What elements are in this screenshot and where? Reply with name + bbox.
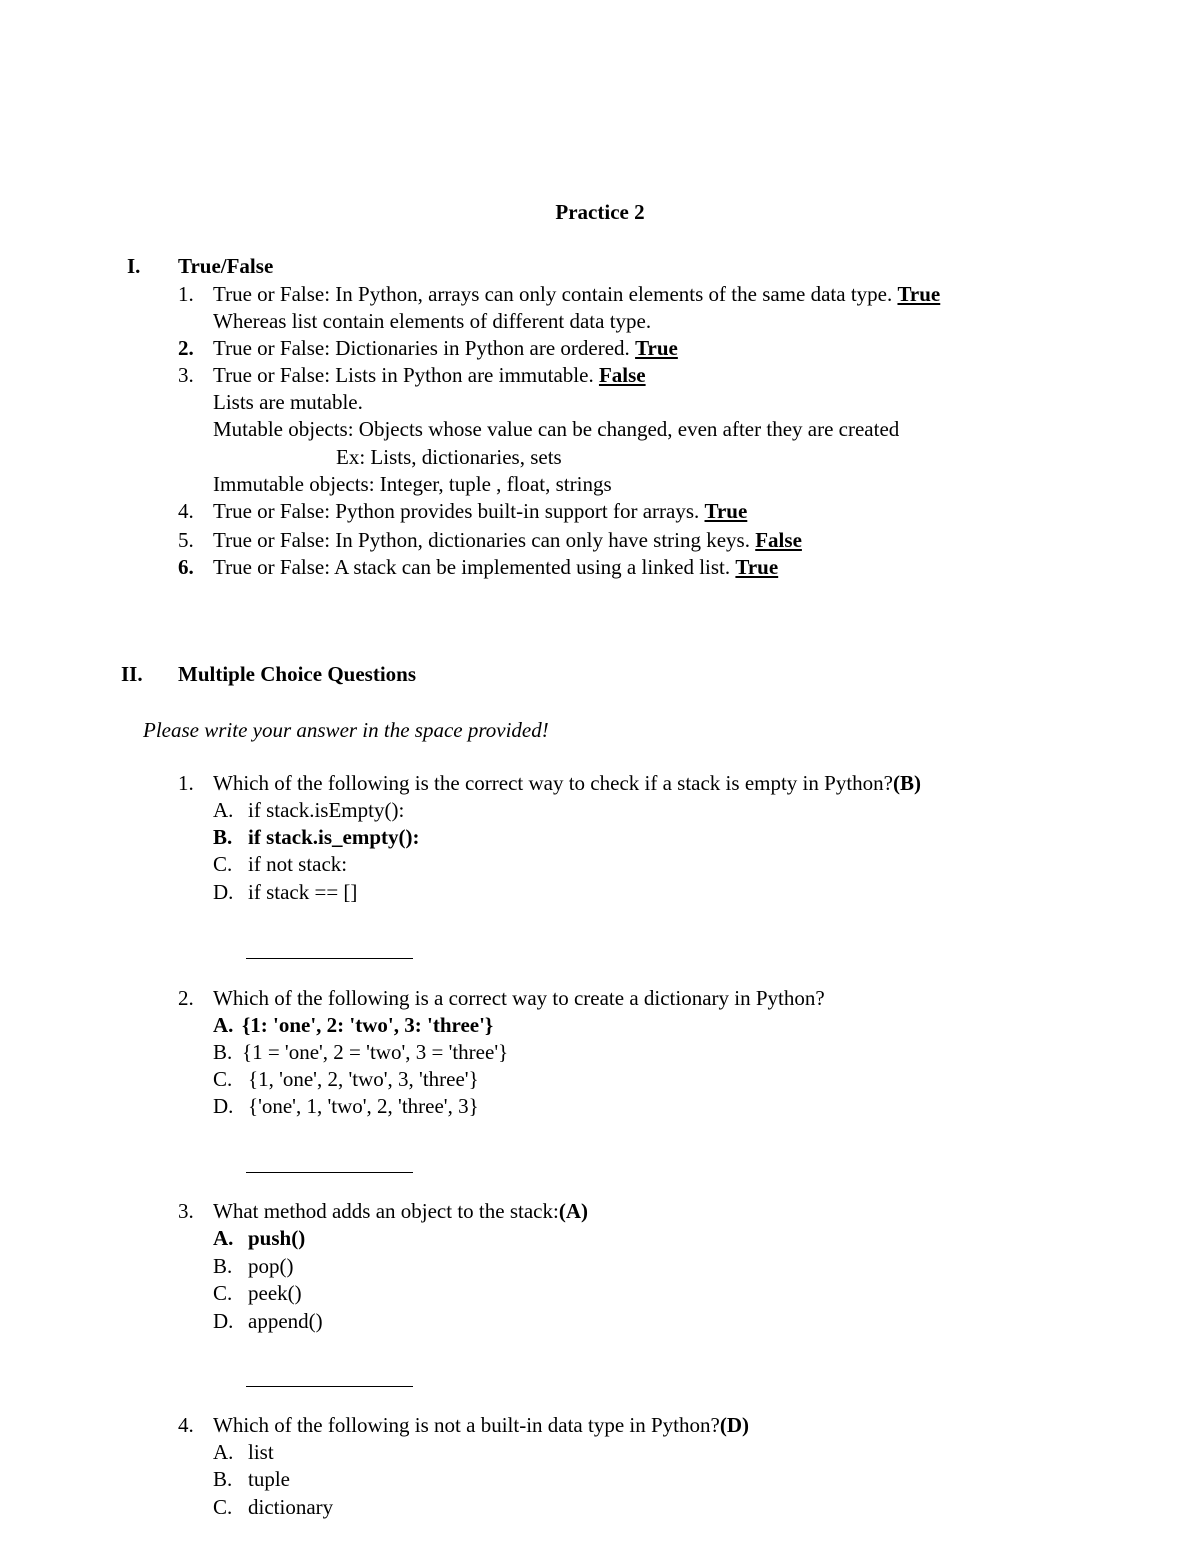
tf-number: 3. [178,363,194,387]
option-text: push() [248,1226,306,1250]
tf-question-text: True or False: In Python, arrays can only contain elements of the same data type. [213,282,898,306]
option-letter: C. [213,1281,233,1305]
option-letter: B. [213,825,233,849]
mc-answer: (D) [719,1413,749,1437]
section-1-heading: True/False [178,254,274,278]
option-letter: D. [213,1309,234,1333]
option-letter: A. [213,1226,234,1250]
mc-question [213,1412,749,1439]
tf-question-text: True or False: Dictionaries in Python are ordered. [213,336,636,360]
option-text: list [248,1440,274,1464]
tf-answer: False [755,528,802,552]
mc-number: 1. [178,771,194,795]
tf-note: Ex: Lists, dictionaries, sets [336,445,562,469]
option-text: {'one', 1, 'two', 2, 'three', 3} [248,1094,479,1118]
option-text: pop() [248,1254,294,1278]
option-text: append() [248,1309,323,1333]
option-letter: D. [213,1094,234,1118]
option-letter: C. [213,852,233,876]
tf-number: 4. [178,499,194,523]
tf-number: 1. [178,282,194,306]
tf-note: Immutable objects: Integer, tuple , float, strings [213,472,612,496]
mc-answer: (B) [892,771,921,795]
tf-question [213,281,940,308]
option-text: tuple [248,1467,290,1491]
tf-note: Lists are mutable. [213,390,363,414]
tf-question-text: True or False: In Python, dictionaries can only have string keys. [213,528,756,552]
tf-question [213,498,747,525]
tf-answer: False [598,363,646,387]
tf-question-text: True or False: Python provides built-in support for arrays. [213,499,705,523]
mc-number: 2. [178,986,194,1010]
option-text: if stack.is_empty(): [248,825,420,849]
mc-question [213,1198,588,1225]
tf-question [213,335,678,362]
page-title: Practice 2 [555,200,645,224]
option-letter: A. [213,798,234,822]
option-text: {1: 'one', 2: 'two', 3: 'three'} [242,1013,494,1037]
option-text: dictionary [248,1495,334,1519]
option-text: if stack == [] [248,880,358,904]
answer-blank[interactable] [246,1386,413,1387]
option-letter: C. [213,1067,233,1091]
option-letter: C. [213,1495,233,1519]
option-letter: A. [213,1440,234,1464]
option-text: {1, 'one', 2, 'two', 3, 'three'} [248,1067,479,1091]
tf-number: 6. [178,555,194,579]
tf-question [213,554,778,581]
instructions: Please write your answer in the space provided! [143,718,549,742]
mc-number: 4. [178,1413,194,1437]
tf-answer: True [897,282,941,306]
tf-number: 5. [178,528,194,552]
answer-blank[interactable] [246,958,413,959]
option-text: if stack.isEmpty(): [248,798,405,822]
tf-note: Mutable objects: Objects whose value can be changed, even after they are created [213,417,900,441]
mc-question-text: What method adds an object to the stack: [213,1199,559,1223]
mc-number: 3. [178,1199,194,1223]
tf-answer: True [635,336,678,360]
tf-note: Whereas list contain elements of different data type. [213,309,652,333]
option-text: {1 = 'one', 2 = 'two', 3 = 'three'} [242,1040,509,1064]
option-letter: A. [213,1013,234,1037]
tf-answer: True [735,555,779,579]
tf-question-text: True or False: A stack can be implemented using a linked list. [213,555,736,579]
mc-question-text: Which of the following is not a built-in data type in Python? [213,1413,720,1437]
mc-answer: (A) [558,1199,588,1223]
option-letter: B. [213,1040,233,1064]
option-letter: B. [213,1467,233,1491]
option-letter: B. [213,1254,233,1278]
tf-question-text: True or False: Lists in Python are immutable. [213,363,599,387]
option-letter: D. [213,880,234,904]
mc-question [213,770,921,797]
answer-blank[interactable] [246,1172,413,1173]
tf-question [213,527,802,554]
mc-question-text: Which of the following is a correct way to create a dictionary in Python? [213,986,825,1010]
section-2-numeral: II. [121,662,143,686]
option-text: peek() [248,1281,302,1305]
tf-number: 2. [178,336,194,360]
section-2-heading: Multiple Choice Questions [178,662,417,686]
section-1-numeral: I. [127,254,141,278]
mc-question-text: Which of the following is the correct way to check if a stack is empty in Python? [213,771,893,795]
tf-question [213,362,646,389]
tf-answer: True [704,499,748,523]
option-text: if not stack: [248,852,348,876]
